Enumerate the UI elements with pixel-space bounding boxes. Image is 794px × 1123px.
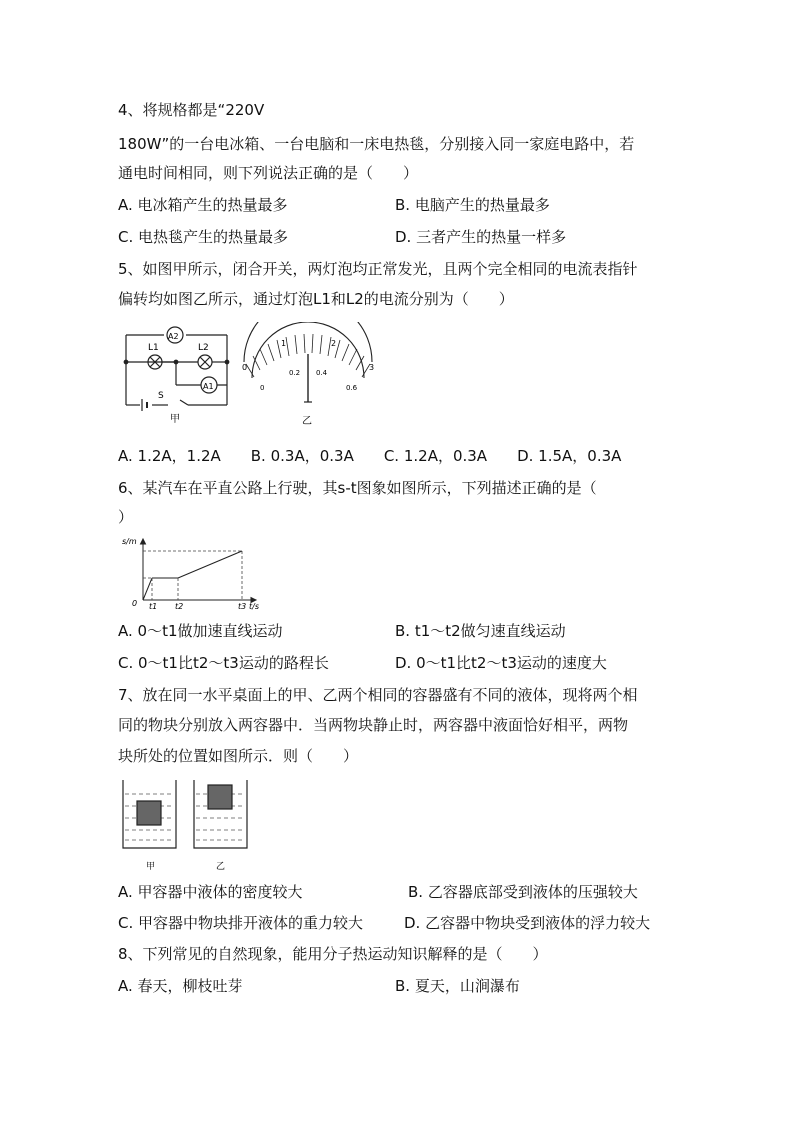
q4-option-a: A. 电冰箱产生的热量最多 [118, 196, 288, 214]
graph-origin: 0 [132, 599, 138, 608]
lamp-l2-label: L2 [198, 343, 209, 353]
scale-top-3: 3 [369, 363, 375, 372]
q7-stem-line3: 块所处的位置如图所示．则（ ） [118, 747, 359, 765]
graph-t3: t3 [238, 602, 247, 611]
q5-circuit-figure [118, 322, 380, 432]
q7-option-d: D. 乙容器中物块受到液体的浮力较大 [404, 914, 651, 932]
q4-stem-line2: 180W”的一台电冰箱、一台电脑和一床电热毯，分别接入同一家庭电路中，若 [118, 135, 635, 153]
q6-option-a: A. 0～t1做加速直线运动 [118, 622, 283, 640]
q5-stem-line1: 5、如图甲所示，闭合开关，两灯泡均正常发光，且两个完全相同的电流表指针 [118, 260, 638, 278]
block-yi [208, 785, 232, 809]
q8-stem-line1: 8、下列常见的自然现象，能用分子热运动知识解释的是（ ） [118, 945, 548, 963]
container-caption-jia: 甲 [146, 862, 156, 872]
graph-t1: t1 [149, 602, 158, 611]
q6-st-graph [118, 534, 268, 614]
q4-option-b: B. 电脑产生的热量最多 [395, 196, 550, 214]
q8-option-b: B. 夏天，山涧瀑布 [395, 977, 520, 995]
q4-stem-line1: 4、将规格都是“220V [118, 101, 265, 119]
q6-stem-line2: ） [118, 508, 134, 526]
caption-yi: 乙 [302, 416, 312, 427]
caption-jia: 甲 [170, 414, 180, 425]
q4-option-d: D. 三者产生的热量一样多 [395, 228, 567, 246]
q5-stem-line2: 偏转均如图乙所示，通过灯泡L1和L2的电流分别为（ ） [118, 290, 514, 308]
q7-option-b: B. 乙容器底部受到液体的压强较大 [408, 883, 638, 901]
q8-option-a: A. 春天，柳枝吐芽 [118, 977, 243, 995]
scale-top-2: 2 [331, 339, 337, 348]
lamp-l1-label: L1 [148, 343, 159, 353]
q6-option-b: B. t1～t2做匀速直线运动 [395, 622, 566, 640]
q7-option-c: C. 甲容器中物块排开液体的重力较大 [118, 914, 364, 932]
q5-options: A. 1.2A，1.2A B. 0.3A，0.3A C. 1.2A，0.3A D. 1.5A，0.3A [118, 447, 622, 465]
q6-stem-line1: 6、某汽车在平直公路上行驶，其s-t图象如图所示，下列描述正确的是（ [118, 479, 597, 497]
graph-y-label: s/m [122, 537, 137, 546]
scale-bottom-02: 0.2 [289, 369, 301, 377]
scale-top-1: 1 [281, 339, 287, 348]
q7-option-a: A. 甲容器中液体的密度较大 [118, 883, 303, 901]
block-jia [137, 801, 161, 825]
ammeter-a1-label: A1 [203, 382, 214, 391]
scale-bottom-04: 0.4 [316, 369, 328, 377]
switch-label: S [158, 391, 164, 401]
graph-x-label: t/s [249, 602, 259, 611]
scale-bottom-06: 0.6 [346, 384, 358, 392]
q7-stem-line1: 7、放在同一水平桌面上的甲、乙两个相同的容器盛有不同的液体，现将两个相 [118, 686, 638, 704]
scale-top-0: 0 [242, 363, 248, 372]
container-caption-yi: 乙 [216, 862, 226, 872]
q6-option-c: C. 0～t1比t2～t3运动的路程长 [118, 654, 329, 672]
q7-stem-line2: 同的物块分别放入两容器中．当两物块静止时，两容器中液面恰好相平，两物 [118, 716, 629, 734]
q4-stem-line3: 通电时间相同，则下列说法正确的是（ ） [118, 164, 419, 182]
scale-bottom-0: 0 [260, 384, 265, 392]
ammeter-a2-label: A2 [168, 332, 179, 341]
q7-containers-figure [118, 778, 258, 874]
graph-t2: t2 [175, 602, 184, 611]
q6-option-d: D. 0～t1比t2～t3运动的速度大 [395, 654, 607, 672]
q4-option-c: C. 电热毯产生的热量最多 [118, 228, 289, 246]
